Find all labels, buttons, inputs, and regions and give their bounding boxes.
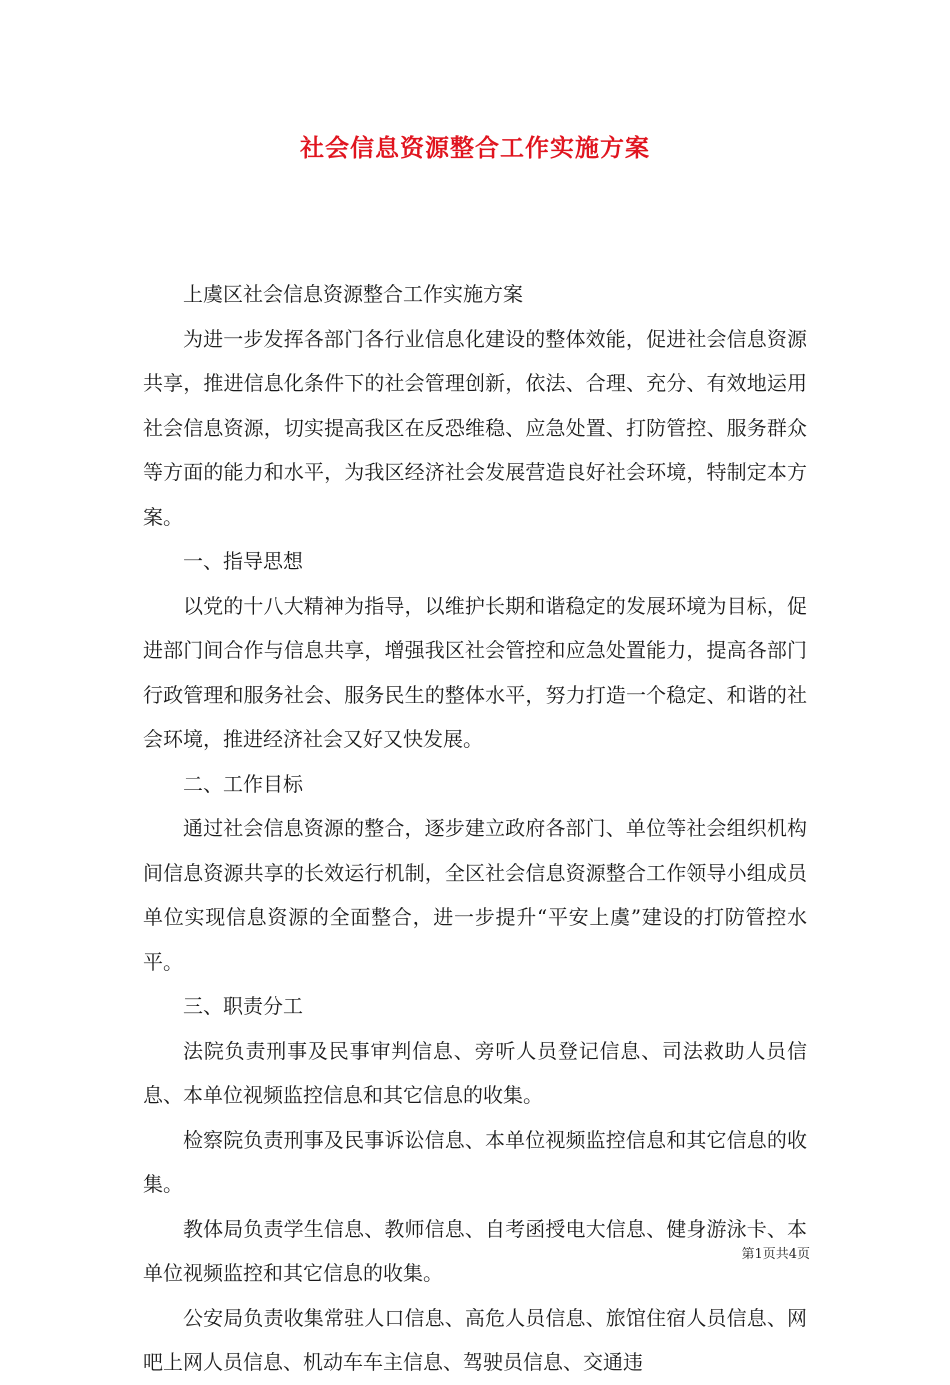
paragraph-procuratorate: 检察院负责刑事及民事诉讼信息、本单位视频监控信息和其它信息的收集。 (143, 1127, 807, 1196)
paragraph-subtitle: 上虞区社会信息资源整合工作实施方案 (183, 282, 523, 306)
paragraph-intro: 为进一步发挥各部门各行业信息化建设的整体效能，促进社会信息资源共享，推进信息化条件下的社会管理创新，依法、合理、充分、有效地运用社会信息资源，切实提高我区在反恐维稳、应急处置、打防管控、服务群众等方面的能力和水平，为我区经济社会发展营造良好社会环境，特制定本方案。 (143, 326, 807, 529)
document-body (143, 272, 807, 1385)
paragraph-court: 法院负责刑事及民事审判信息、旁听人员登记信息、司法救助人员信息、本单位视频监控信息和其它信息的收集。 (143, 1038, 807, 1107)
paragraph-public-security: 公安局负责收集常驻人口信息、高危人员信息、旅馆住宿人员信息、网吧上网人员信息、机动车车主信息、驾驶员信息、交通违 (143, 1305, 807, 1374)
paragraph-work-goals: 通过社会信息资源的整合，逐步建立政府各部门、单位等社会组织机构间信息资源共享的长效运行机制，全区社会信息资源整合工作领导小组成员单位实现信息资源的全面整合，进一步提升“平安上虞”建设的打防管控水平。 (143, 816, 807, 974)
section-heading-guiding-ideology: 一、指导思想 (183, 549, 303, 573)
document-title: 社会信息资源整合工作实施方案 (300, 133, 650, 162)
page-number: 第1页共4页 (741, 1247, 810, 1262)
section-heading-responsibilities: 三、职责分工 (183, 994, 303, 1018)
paragraph-guiding-ideology: 以党的十八大精神为指导，以维护长期和谐稳定的发展环境为目标，促进部门间合作与信息共享，增强我区社会管控和应急处置能力，提高各部门行政管理和服务社会、服务民生的整体水平，努力打造一个稳定、和谐的社会环境，推进经济社会又好又快发展。 (143, 593, 807, 751)
section-heading-work-goals: 二、工作目标 (183, 771, 303, 796)
paragraph-education-bureau: 教体局负责学生信息、教师信息、自考函授电大信息、健身游泳卡、本单位视频监控和其它信息的收集。 (143, 1216, 807, 1285)
